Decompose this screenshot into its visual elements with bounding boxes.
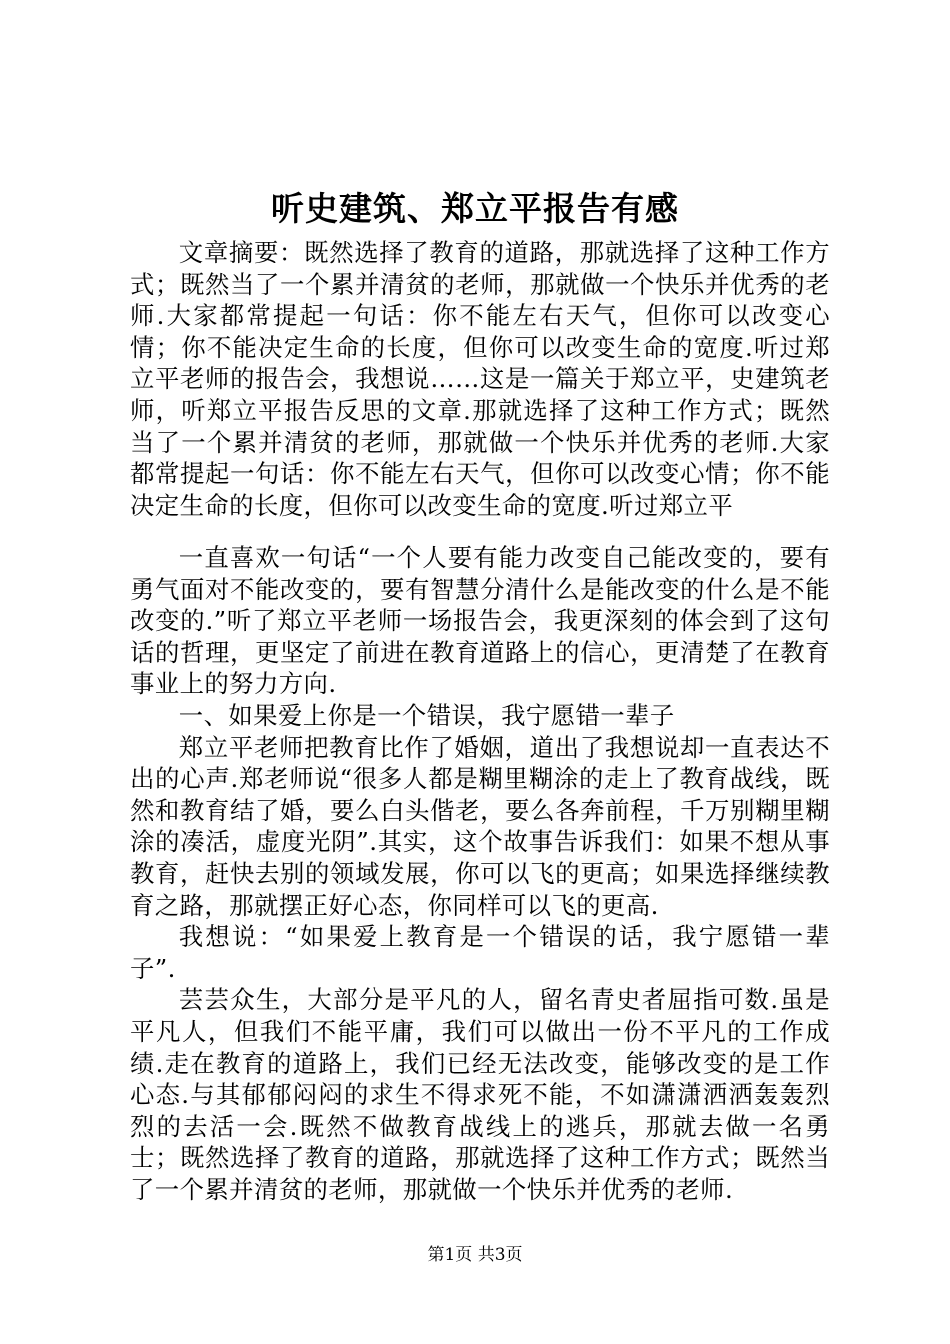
- paragraph-marriage: 郑立平老师把教育比作了婚姻，道出了我想说却一直表达不出的心声.郑老师说“很多人都是糊里糊涂的走上了教育战线，既然和教育结了婚，要么白头偕老，要么各奔前程，千万别糊里糊涂的凑活，虚度光阴”.其实，这个故事告诉我们：如果不想从事教育，赶快去别的领域发展，你可以飞的更高；如果选择继续教育之路，那就摆正好心态，你同样可以飞的更高.: [130, 732, 830, 920]
- paragraph-quote: 我想说：“如果爱上教育是一个错误的话，我宁愿错一辈子”.: [130, 922, 830, 983]
- summary-paragraph: 文章摘要：既然选择了教育的道路，那就选择了这种工作方式；既然当了一个累并清贫的老师，那就做一个快乐并优秀的老师.大家都常提起一句话：你不能左右天气，但你可以改变心情；你不能决定生命的长度，但你可以改变生命的宽度.听过郑立平老师的报告会，我想说……这是一篇关于郑立平，史建筑老师，听郑立平报告反思的文章.那就选择了这种工作方式；既然当了一个累并清贫的老师，那就做一个快乐并优秀的老师.大家都常提起一句话：你不能左右天气，但你可以改变心情；你不能决定生命的长度，但你可以改变生命的宽度.听过郑立平: [130, 238, 830, 520]
- page-footer: 第1页 共3页: [427, 1245, 523, 1265]
- section-heading: 一、如果爱上你是一个错误，我宁愿错一辈子: [178, 700, 675, 730]
- summary-block: [130, 237, 830, 521]
- article-body: [130, 542, 830, 1205]
- paragraph-ordinary: 芸芸众生，大部分是平凡的人，留名青史者屈指可数.虽是平凡人，但我们不能平庸，我们可以做出一份不平凡的工作成绩.走在教育的道路上，我们已经无法改变，能够改变的是工作心态.与其郁郁闷闷的求生不得求死不能，不如潇潇洒洒轰轰烈烈的去活一会.既然不做教育战线上的逃兵，那就去做一名勇士；既然选择了教育的道路，那就选择了这种工作方式；既然当了一个累并清贫的老师，那就做一个快乐并优秀的老师.: [130, 985, 830, 1204]
- document-title: 听史建筑、郑立平报告有感: [271, 189, 679, 228]
- paragraph-intro: 一直喜欢一句话“一个人要有能力改变自己能改变的，要有勇气面对不能改变的，要有智慧分清什么是能改变的什么是不能改变的.”听了郑立平老师一场报告会，我更深刻的体会到了这句话的哲理，更坚定了前进在教育道路上的信心，更清楚了在教育事业上的努力方向.: [130, 543, 830, 699]
